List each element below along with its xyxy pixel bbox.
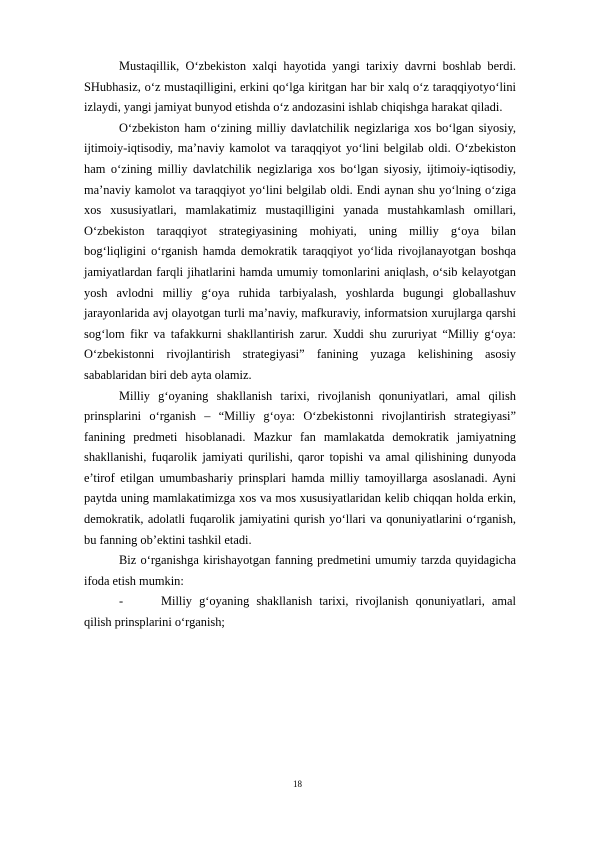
page-number: 18 bbox=[293, 779, 302, 789]
list-dash: - bbox=[119, 594, 124, 609]
paragraph-subject-object: Milliy g‘oyaning shakllanish tarixi, rivojlanish qonuniyatlari, amal qilish prinsplarini o‘rganish – “Milliy g‘oya: O‘zbekistonni rivojlantirish strategiyasi” fanining predmeti hisoblanadi. Mazkur fan mamlakatda demokratik jamiyatning shakllanishi, fuqarolik jamiyati qurilishi, qaror topishi va amal qilishining dunyoda e’tirof etilgan umumbashariy prinsplari hamda milliy tamoyillarga asoslanadi. Ayni paytda uning mamlakatimizga xos va mos xususiyatlaridan kelib chiqqan holda erkin, demokratik, adolatli fuqarolik jamiyatini qurish yo‘llari va qonuniyatlarini o‘rganish, bu fanning ob’ektini tashkil etadi. bbox=[84, 388, 516, 547]
paragraph-development-path: O‘zbekiston ham o‘zining milliy davlatchilik negizlariga xos bo‘lgan siyosiy, ijtimoiy-iqtisodiy, ma’naviy kamolot va taraqqiyot yo‘lini belgilab oldi. O‘zbekiston ham o‘zining milliy davlatchilik negizlariga xos bo‘lgan siyosiy, ijtimoiy-iqtisodiy, ma’naviy kamolot va taraqqiyot yo‘lini belgilab oldi. Endi aynan shu yo‘lning o‘ziga xos xususiyatlari, mamlakatimiz mustaqilligini yanada mustahkamlash omillari, O‘zbekiston taraqqiyot strategiyasining mohiyati, uning milliy g‘oya bilan bog‘liqligini o‘rganish hamda demokratik taraqqiyot yo‘lida rivojlanayotgan boshqa jamiyatlardan farqli jihatlarini hamda umumiy tomonlarini aniqlash, o‘sib kelayotgan yosh avlodni milliy g‘oya ruhida tarbiyalash, yoshlarda bugungi globallashuv jarayonlarida avj olayotgan turli ma’naviy, mafkuraviy, informatsion xurujlarga qarshi sog‘lom fikr va tafakkurni shakllantirish zarur. Xuddi shu zururiyat “Milliy g‘oya: O‘zbekistonni rivojlantirish strategiyasi” fanining yuzaga kelishining asosiy sabablaridan biri deb ayta olamiz. bbox=[84, 120, 516, 382]
list-item-text: Milliy g‘oyaning shakllanish tarixi, rivojlanish qonuniyatlari, amal qilish prinsplarini o‘rganish; bbox=[84, 594, 516, 630]
paragraph-independence: Mustaqillik, O‘zbekiston xalqi hayotida yangi tarixiy davrni boshlab berdi. SHubhasiz, o‘z mustaqilligini, erkini qo‘lga kiritgan har bir xalq o‘z taraqqiyotyo‘lini izlaydi, yangi jamiyat bunyod etishda o‘z andozasini ishlab chiqishga harakat qiladi. bbox=[84, 59, 516, 115]
document-page bbox=[84, 56, 516, 633]
list-item bbox=[84, 591, 516, 632]
paragraph-subject-summary: Biz o‘rganishga kirishayotgan fanning predmetini umumiy tarzda quyidagicha ifoda etish mumkin: bbox=[84, 553, 516, 588]
